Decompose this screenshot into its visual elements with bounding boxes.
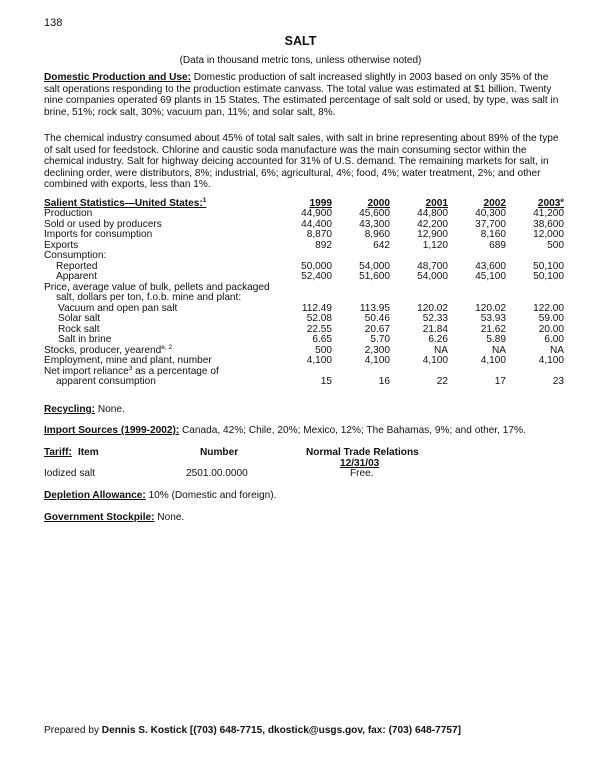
stats-value-cell: 112.49 [301, 302, 332, 314]
stats-value-cell: 20.00 [538, 323, 564, 335]
tariff-item: Iodized salt [44, 468, 96, 479]
stats-value-cell: 22 [436, 376, 448, 387]
footer [44, 725, 461, 736]
stats-value-cell: 5.70 [370, 334, 390, 345]
stats-value-cell: 892 [315, 239, 332, 251]
stats-row-label: Imports for consumption [44, 229, 153, 240]
stats-value-cell: 37,700 [475, 218, 506, 230]
depletion-heading: Depletion Allowance: [44, 490, 146, 501]
year-header: 2001 [425, 198, 448, 209]
stats-value-cell [448, 293, 506, 304]
stats-value-cell [506, 293, 564, 304]
stats-value-cell [332, 251, 390, 262]
stats-row-label: Exports [44, 239, 79, 251]
stats-value-cell: NA [491, 344, 506, 356]
production-heading: Domestic Production and Use: [44, 72, 191, 83]
footer-prefix: Prepared by [44, 725, 102, 736]
year-header: 2002 [483, 198, 506, 209]
stats-value-cell: 500 [315, 344, 332, 356]
stats-row-label: salt, dollars per ton, f.o.b. mine and plant: [56, 292, 242, 303]
stats-value-cell: 689 [489, 239, 506, 251]
stats-value-cell: 59.00 [538, 313, 564, 324]
stats-value-cell: 4,100 [306, 355, 332, 366]
stats-value-cell: 40,300 [475, 208, 506, 219]
recycling-text: None. [95, 404, 125, 415]
recycling-heading: Recycling: [44, 404, 96, 415]
stats-value-cell: 53.93 [480, 313, 506, 324]
stats-value-cell [332, 283, 390, 294]
stats-value-cell [448, 283, 506, 294]
footer-author: Dennis S. Kostick [(703) 648-7715, dkostick@usgs.gov, fax: (703) 648-7757] [101, 725, 461, 736]
import-sources-heading: Import Sources (1999-2002): [44, 425, 180, 436]
stats-value-cell: 50.46 [364, 313, 390, 324]
stats-row [44, 314, 564, 325]
recycling-section [44, 404, 125, 415]
stats-value-cell: 20.67 [364, 323, 390, 335]
stats-value-cell: 38,600 [533, 218, 564, 230]
page-number: 138 [44, 17, 63, 29]
stats-value-cell: 4,100 [480, 355, 506, 366]
tariff-item-header: Item [78, 447, 99, 458]
stats-value-cell: 48,700 [417, 260, 448, 272]
stats-value-cell: 44,800 [417, 208, 448, 219]
stats-row-label: Rock salt [58, 323, 100, 335]
tariff-ntr-header: Normal Trade Relations [306, 447, 419, 458]
stats-heading: Salient Statistics—United States:$^1$ [44, 197, 207, 209]
stats-row-label: Stocks, producer, yearend$^{e, 2}$ [44, 343, 173, 356]
stats-value-cell: 43,600 [475, 260, 506, 272]
stats-row [44, 377, 564, 388]
tariff-rate: Free. [350, 468, 374, 479]
stats-row [44, 230, 564, 241]
stats-value-cell: 8,960 [364, 229, 390, 240]
stats-row-label: Solar salt [58, 313, 101, 324]
stats-value-cell [390, 251, 448, 262]
stats-value-cell: 43,300 [359, 218, 390, 230]
stats-row [44, 251, 564, 262]
stats-row-label: Production [44, 208, 93, 219]
stats-value-cell: NA [433, 344, 448, 356]
stockpile-section [44, 512, 184, 523]
stats-value-cell: 50,100 [533, 271, 564, 282]
stats-row-label: Price, average value of bulk, pellets and packaged [44, 281, 270, 293]
stockpile-text: None. [154, 512, 185, 523]
consumption-paragraph: The chemical industry consumed about 45% of total salt sales, with salt in brine representing about 89% of the type of salt used for feedstock. Chlorine and caustic soda manufacture was the main consuming sector within the chemical industry. Salt for highway deicing accounted for 31% of U.S. demand. The remaining markets for salt, in declining order, were distributors, 8%; industrial, 6%; agricultural, 4%; food, 4%; water treatment, 2%; and other combined with exports, less than 1%. [44, 133, 559, 191]
stats-value-cell: 4,100 [538, 355, 564, 366]
stats-value-cell [506, 283, 564, 294]
stats-value-cell: 8,870 [306, 229, 332, 240]
tariff-number: 2501.00.0000 [186, 468, 248, 479]
stats-row-label: apparent consumption [56, 376, 156, 387]
stats-value-cell: 54,000 [417, 271, 448, 282]
year-header: 1999 [309, 198, 332, 209]
tariff-number-header: Number [200, 447, 239, 458]
stats-row-label: Apparent [56, 271, 97, 282]
stats-value-cell [332, 293, 390, 304]
stats-value-cell: 16 [378, 376, 390, 387]
stats-value-cell: 21.62 [480, 323, 506, 335]
stats-value-cell: 52.33 [422, 313, 448, 324]
stats-value-cell: 52,400 [301, 271, 332, 282]
stats-value-cell: 642 [373, 239, 390, 251]
stats-value-cell: 6.65 [312, 334, 332, 345]
page-subtitle: (Data in thousand metric tons, unless otherwise noted) [179, 55, 422, 66]
stats-value-cell: 4,100 [422, 355, 448, 366]
stats-value-cell: 500 [547, 239, 564, 251]
stats-row-label: Sold or used by producers [44, 218, 162, 230]
production-text: Domestic production of salt increased slightly in 2003 based on only 35% of the salt operations responding to the production estimate canvass. The total value was estimated at $1 billion. Twenty nine companies operated 69 plants in 15 States. The estimated percentage of salt sold or used, by type, was salt in brine, 51%; rock salt, 30%; vacuum pan, 11%; and solar salt, 8%. [44, 72, 559, 118]
stats-value-cell: 120.02 [417, 302, 448, 314]
stats-value-cell [274, 293, 332, 304]
depletion-section [44, 490, 276, 501]
stats-value-cell: 23 [552, 376, 564, 387]
stats-value-cell: 51,600 [359, 271, 390, 282]
salient-statistics-table [44, 198, 564, 388]
import-sources-section [44, 425, 526, 436]
stats-value-cell: 6.00 [544, 334, 564, 345]
stats-value-cell [274, 283, 332, 294]
stats-value-cell: NA [549, 344, 564, 356]
stats-value-cell: 120.02 [475, 302, 506, 314]
stats-value-cell [448, 251, 506, 262]
stats-value-cell: 50,000 [301, 260, 332, 272]
year-header: 2000 [367, 198, 390, 209]
stats-row-label: Employment, mine and plant, number [44, 355, 212, 366]
stats-value-cell: 52.08 [306, 313, 332, 324]
stats-value-cell [506, 251, 564, 262]
stats-row-label: Vacuum and open pan salt [58, 302, 178, 314]
stats-value-cell: 44,400 [301, 218, 332, 230]
stats-value-cell: 22.55 [306, 323, 332, 335]
stats-value-cell: 21.84 [422, 323, 448, 335]
stats-value-cell: 17 [494, 376, 506, 387]
stats-value-cell [390, 283, 448, 294]
stats-value-cell: 54,000 [359, 260, 390, 272]
stats-value-cell: 6.26 [428, 334, 448, 345]
tariff-heading: Tariff: [44, 447, 72, 458]
stats-value-cell [274, 251, 332, 262]
stats-row-label: Salt in brine [58, 334, 112, 345]
page-title: SALT [284, 34, 317, 48]
depletion-text: 10% (Domestic and foreign). [145, 490, 277, 501]
stats-value-cell: 4,100 [364, 355, 390, 366]
stats-value-cell: 5.89 [486, 334, 506, 345]
stats-value-cell: 8,160 [480, 229, 506, 240]
stockpile-heading: Government Stockpile: [44, 512, 155, 523]
stats-value-cell: 15 [320, 376, 332, 387]
stats-value-cell: 12,000 [533, 229, 564, 240]
stats-value-cell: 42,200 [417, 218, 448, 230]
stats-value-cell: 1,120 [422, 239, 448, 251]
stats-value-cell: 12,900 [417, 229, 448, 240]
tariff-section [44, 447, 564, 487]
stats-value-cell: 122.00 [533, 302, 564, 314]
production-paragraph [44, 72, 559, 118]
stats-value-cell [390, 293, 448, 304]
stats-row [44, 241, 564, 252]
tariff-ntr-date: 12/31/03 [340, 458, 380, 469]
stats-row-label: Net import reliance$^3$ as a percentage of [44, 364, 219, 377]
stats-value-cell: 41,200 [533, 208, 564, 219]
stats-value-cell: 45,600 [359, 208, 390, 219]
stats-value-cell: 50,100 [533, 260, 564, 272]
stats-row-label: Reported [56, 260, 98, 272]
stats-row-label: Consumption: [44, 250, 107, 261]
stats-value-cell: 44,900 [301, 208, 332, 219]
stats-value-cell: 45,100 [475, 271, 506, 282]
stats-value-cell: 113.95 [359, 302, 390, 314]
year-header: 2003e [537, 197, 564, 209]
import-sources-text: Canada, 42%; Chile, 20%; Mexico, 12%; The Bahamas, 9%; and other, 17%. [179, 425, 526, 436]
stats-value-cell: 2,300 [364, 344, 390, 356]
